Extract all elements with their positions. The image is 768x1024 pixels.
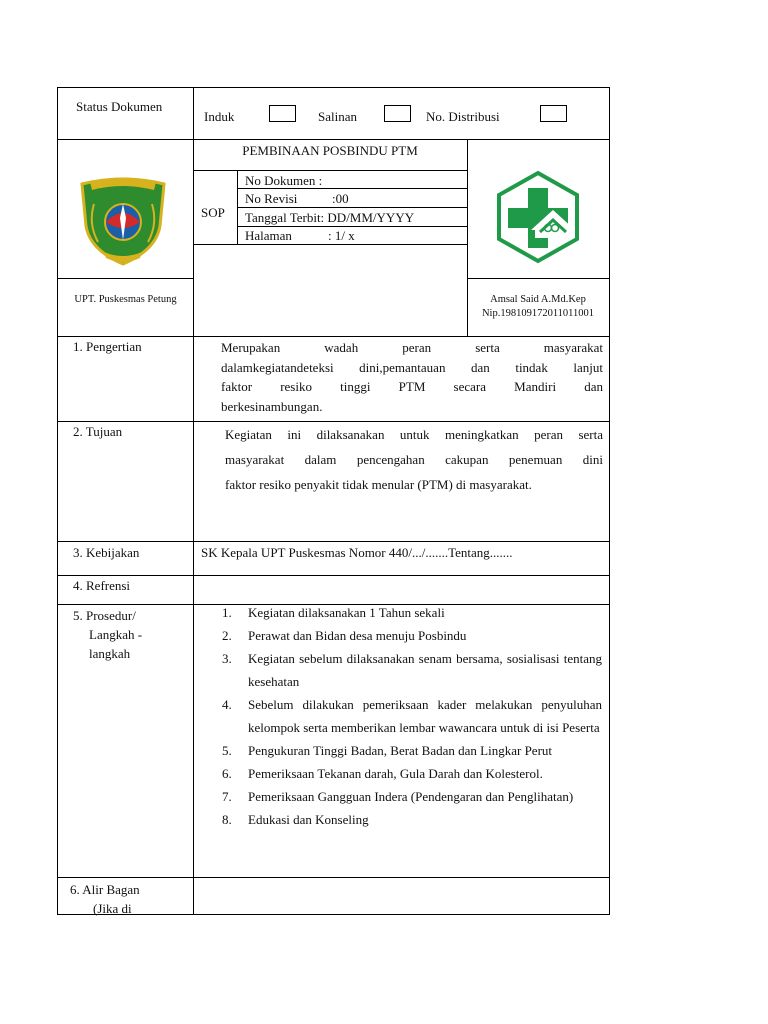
alir-bagan-label <box>70 880 140 918</box>
distribusi-checkbox[interactable] <box>540 105 567 122</box>
prosedur-label-line: Langkah - <box>89 627 143 642</box>
pengertian-text <box>221 338 603 416</box>
step-text: Sebelum dilakukan pemeriksaan kader melakukan penyuluhan kelompok serta memberikan lembar wawancara untuk di isi Peserta <box>248 697 602 735</box>
step-text: Pengukuran Tinggi Badan, Berat Badan dan Lingkar Perut <box>248 743 553 758</box>
row-divider <box>57 139 610 140</box>
row-divider <box>57 575 610 576</box>
table-border-left <box>57 87 58 915</box>
step-text: Kegiatan sebelum dilaksanakan senam bersama, sosialisasi tentang kesehatan <box>248 651 602 689</box>
referensi-label: 4. Refrensi <box>73 578 131 593</box>
tujuan-text <box>225 422 603 497</box>
halaman-label: Halaman <box>245 228 292 243</box>
step-number: 4. <box>222 697 232 712</box>
no-revisi-value: :00 <box>332 191 349 206</box>
sop-field-divider <box>237 207 468 208</box>
signer-nip: Nip.198109172011011001 <box>481 308 595 319</box>
step-number: 6. <box>222 766 232 781</box>
kebijakan-label: 3. Kebijakan <box>73 545 140 560</box>
document-title: PEMBINAAN POSBINDU PTM <box>242 143 418 158</box>
status-dokumen-label: Status Dokumen <box>76 99 163 114</box>
table-border-bottom <box>57 914 610 915</box>
table-border-right <box>609 87 610 915</box>
list-item <box>222 785 602 808</box>
sop-label: SOP <box>201 205 225 220</box>
sop-box-bottom <box>193 244 468 245</box>
pengertian-line: Merupakan wadah peran serta masyarakat <box>221 340 603 355</box>
salinan-checkbox[interactable] <box>384 105 411 122</box>
row-divider <box>57 336 610 337</box>
step-number: 8. <box>222 812 232 827</box>
list-item <box>222 647 602 693</box>
no-dokumen-field: No Dokumen : <box>245 173 323 188</box>
list-item <box>222 739 602 762</box>
alir-bagan-label-line: 6. Alir Bagan <box>70 882 140 897</box>
distribusi-label: No. Distribusi <box>426 109 500 124</box>
sop-field-divider <box>237 226 468 227</box>
alir-bagan-label-line: (Jika di <box>93 901 132 916</box>
step-text: Kegiatan dilaksanakan 1 Tahun sekali <box>248 605 445 620</box>
no-revisi-label: No Revisi <box>245 191 298 206</box>
sop-box-top <box>193 170 468 171</box>
list-item <box>222 762 602 785</box>
pengertian-label: 1. Pengertian <box>73 339 142 354</box>
kebijakan-text: SK Kepala UPT Puskesmas Nomor 440/.../.......Tentang....... <box>201 545 513 560</box>
organization-name: UPT. Puskesmas Petung <box>74 294 177 305</box>
list-item <box>222 624 602 647</box>
halaman-value: : 1/ x <box>328 228 355 243</box>
step-text: Pemeriksaan Tekanan darah, Gula Darah dan Kolesterol. <box>248 766 543 781</box>
tujuan-line: faktor resiko penyakit tidak menular (PTM) di masyarakat. <box>225 477 532 492</box>
regional-emblem-icon <box>76 174 170 266</box>
salinan-label: Salinan <box>318 109 357 124</box>
row-divider <box>57 877 610 878</box>
column-divider <box>193 87 194 915</box>
list-item <box>222 693 602 739</box>
tujuan-label: 2. Tujuan <box>73 424 123 439</box>
tanggal-terbit-field: Tanggal Terbit: DD/MM/YYYY <box>245 210 415 225</box>
step-number: 2. <box>222 628 232 643</box>
tujuan-line: masyarakat dalam pencengahan cakupan penemuan dini <box>225 452 603 467</box>
step-number: 3. <box>222 651 232 666</box>
step-text: Edukasi dan Konseling <box>248 812 369 827</box>
induk-label: Induk <box>204 109 235 124</box>
table-border-top <box>57 87 610 88</box>
prosedur-label-line: 5. Prosedur/ <box>73 608 136 623</box>
puskesmas-logo-icon <box>495 170 581 264</box>
pengertian-line: berkesinambungan. <box>221 398 323 414</box>
list-item <box>222 808 602 831</box>
row-divider <box>57 541 610 542</box>
step-number: 5. <box>222 743 232 758</box>
prosedur-steps-list <box>222 601 602 831</box>
row-divider <box>467 278 610 279</box>
step-number: 1. <box>222 605 232 620</box>
prosedur-label <box>73 606 142 663</box>
row-divider <box>57 278 194 279</box>
tujuan-line: Kegiatan ini dilaksanakan untuk meningkatkan peran serta <box>225 427 603 442</box>
step-number: 7. <box>222 789 232 804</box>
step-text: Pemeriksaan Gangguan Indera (Pendengaran dan Penglihatan) <box>248 789 574 804</box>
step-text: Perawat dan Bidan desa menuju Posbindu <box>248 628 467 643</box>
signer-name: Amsal Said A.Md.Kep <box>490 294 586 305</box>
pengertian-line: dalamkegiatandeteksi dini,pemantauan dan tindak lanjut <box>221 359 603 375</box>
induk-checkbox[interactable] <box>269 105 296 122</box>
prosedur-label-line: langkah <box>89 646 131 661</box>
list-item <box>222 601 602 624</box>
pengertian-line: faktor resiko tinggi PTM secara Mandiri dan <box>221 379 603 394</box>
